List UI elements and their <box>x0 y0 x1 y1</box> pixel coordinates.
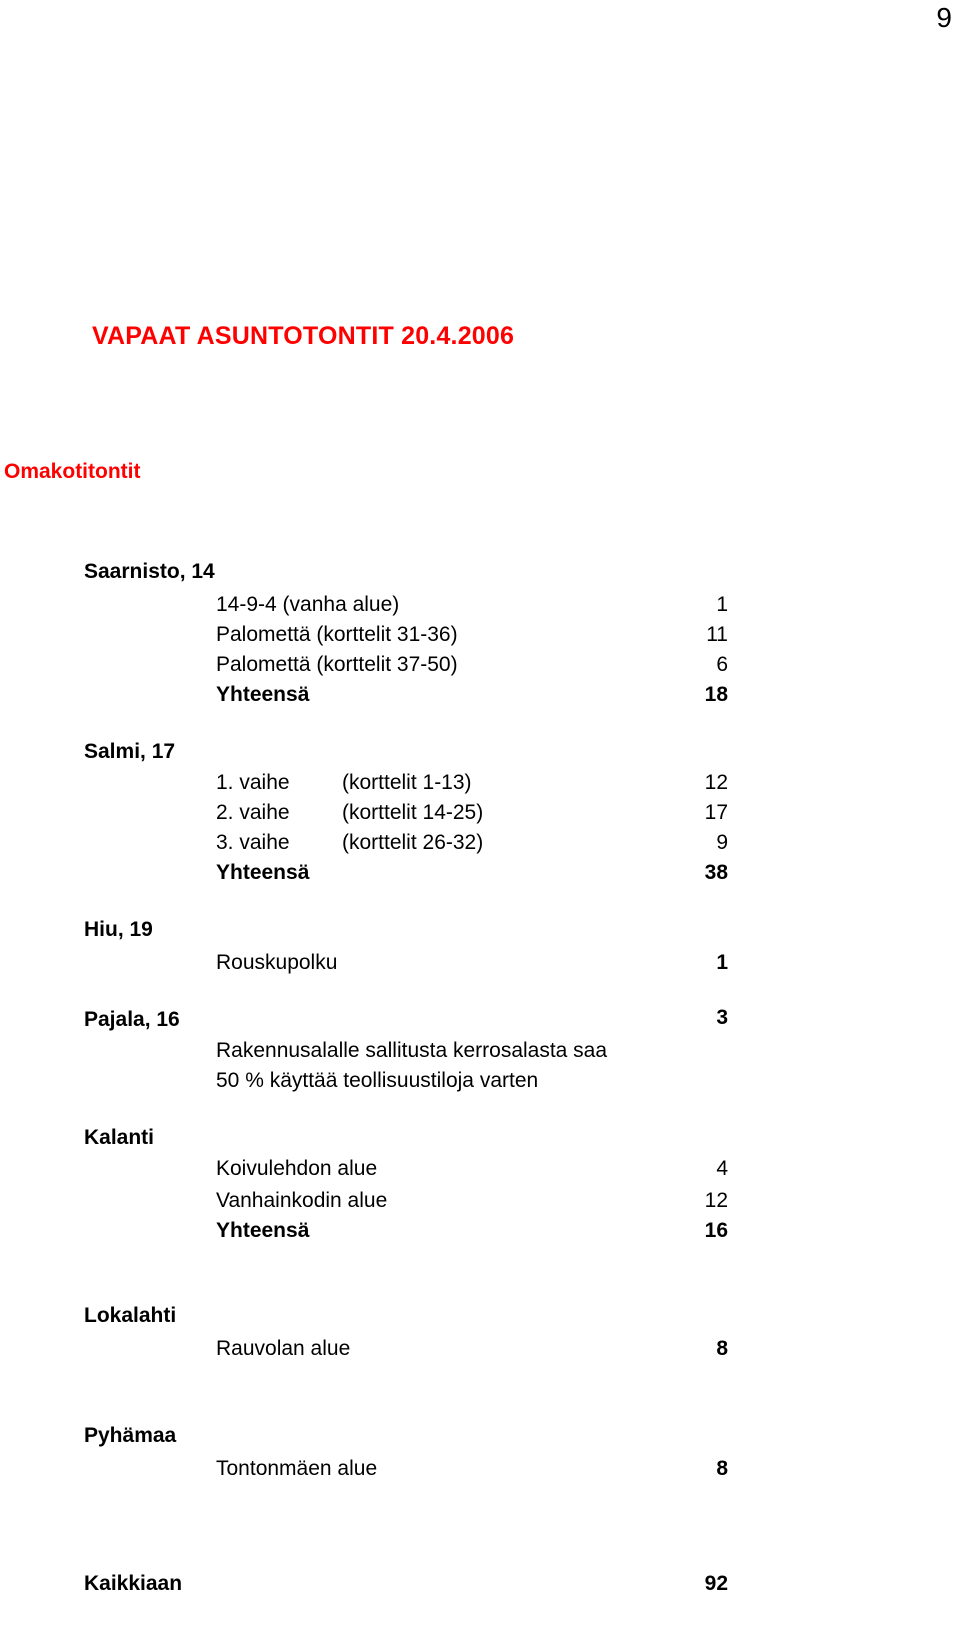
note-text: Rakennusalalle sallitusta kerrosalasta saa <box>216 1039 608 1062</box>
table-row <box>216 590 728 620</box>
row-description: 14-9-4 (vanha alue) <box>216 593 400 616</box>
total-label: Yhteensä <box>216 683 310 706</box>
total-label: Yhteensä <box>216 861 310 884</box>
total-label: Yhteensä <box>216 1219 310 1242</box>
grand-total-label: Kaikkiaan <box>84 1572 183 1595</box>
row-count: 17 <box>704 801 728 824</box>
row-description: Palomettä (korttelit 37-50) <box>216 653 458 676</box>
table-row <box>216 1154 728 1184</box>
table-row <box>216 620 728 650</box>
area-name-saarnisto: Saarnisto, 14 <box>84 560 215 583</box>
area-name-pajala: Pajala, 16 <box>84 1008 180 1031</box>
area-count: 3 <box>716 1006 728 1029</box>
row-count: 8 <box>716 1457 728 1480</box>
row-description: Tontonmäen alue <box>216 1457 378 1480</box>
table-row <box>216 768 728 798</box>
total-row <box>216 680 728 710</box>
area-name-kalanti: Kalanti <box>84 1126 155 1149</box>
row-count: 4 <box>716 1157 728 1180</box>
document-title: VAPAAT ASUNTOTONTIT 20.4.2006 <box>92 322 515 350</box>
area-name-lokalahti: Lokalahti <box>84 1304 177 1327</box>
total-row <box>216 1216 728 1246</box>
note-text: 50 % käyttää teollisuustiloja varten <box>216 1069 539 1092</box>
row-description: Vanhainkodin alue <box>216 1189 388 1212</box>
table-row <box>216 1454 728 1484</box>
grand-total-row <box>216 1569 728 1599</box>
area-name-salmi: Salmi, 17 <box>84 740 176 763</box>
area-name-pyhamaa: Pyhämaa <box>84 1424 177 1447</box>
row-description: Rouskupolku <box>216 951 338 974</box>
row-description: Koivulehdon alue <box>216 1157 378 1180</box>
row-count: 12 <box>704 1189 728 1212</box>
table-row <box>216 948 728 978</box>
total-count: 18 <box>704 683 728 706</box>
row-range: (korttelit 14-25) <box>342 801 484 824</box>
row-count: 8 <box>716 1337 728 1360</box>
row-description: Rauvolan alue <box>216 1337 351 1360</box>
row-phase: 2. vaihe <box>216 801 290 824</box>
area-name-hiu: Hiu, 19 <box>84 918 153 941</box>
row-phase: 3. vaihe <box>216 831 290 854</box>
row-phase: 1. vaihe <box>216 771 290 794</box>
section-heading: Omakotitontit <box>4 460 141 483</box>
total-row <box>216 858 728 888</box>
row-range: (korttelit 1-13) <box>342 771 472 794</box>
row-count: 12 <box>704 771 728 794</box>
row-description: Palomettä (korttelit 31-36) <box>216 623 458 646</box>
table-row <box>216 828 728 858</box>
table-row <box>216 798 728 828</box>
row-count: 11 <box>706 623 728 646</box>
row-range: (korttelit 26-32) <box>342 831 484 854</box>
area-count-row <box>216 1003 728 1033</box>
note-line <box>216 1066 728 1096</box>
row-count: 1 <box>716 951 728 974</box>
note-line <box>216 1036 728 1066</box>
row-count: 6 <box>716 653 728 676</box>
total-count: 16 <box>704 1219 728 1242</box>
row-count: 9 <box>716 831 728 854</box>
grand-total-count: 92 <box>704 1572 728 1595</box>
table-row <box>216 1186 728 1216</box>
row-count: 1 <box>716 593 728 616</box>
table-row <box>216 650 728 680</box>
total-count: 38 <box>704 861 728 884</box>
page-number: 9 <box>936 2 952 33</box>
table-row <box>216 1334 728 1364</box>
